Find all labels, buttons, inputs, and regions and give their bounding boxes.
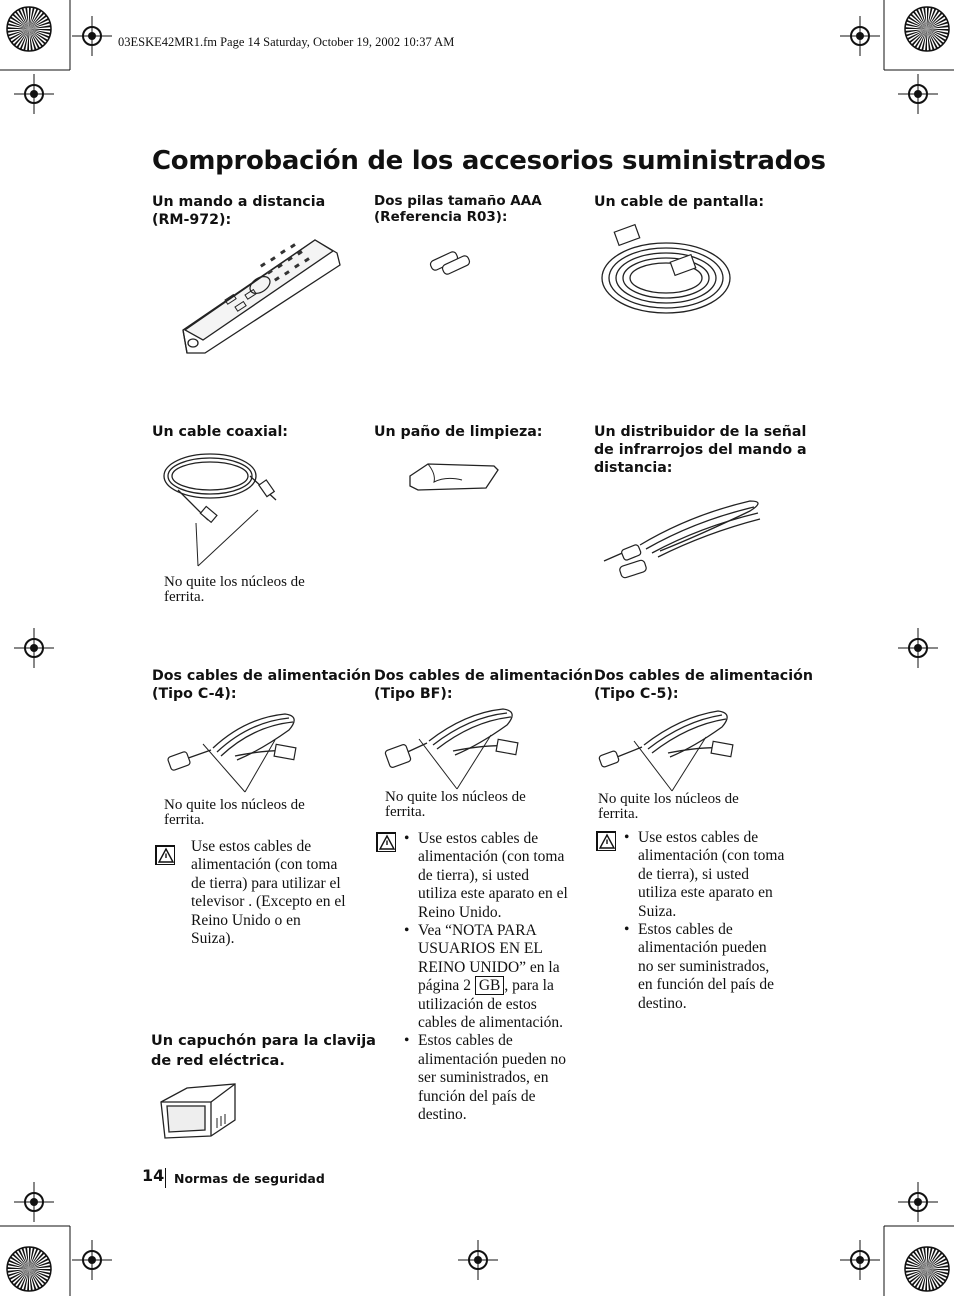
item-label-coax-cable: Un cable coaxial: [152,424,288,440]
registration-target-icon [14,628,54,668]
list-item: • Estos cables de alimentación pueden no ser suministrados, en función del país de destino. [404,1032,567,1124]
registration-target-icon [72,1240,112,1280]
registration-target-icon [840,16,880,56]
gb-badge: GB [475,976,505,995]
footer-divider [165,1168,166,1188]
item-label-power-c4: Dos cables de alimentación (Tipo C-4): [152,668,371,702]
warning-list-bf [404,830,584,1125]
item-label-batteries: Dos pilas tamaño AAA (Referencia R03): [374,193,542,225]
registration-target-icon [458,1240,498,1280]
page-number: 14 [142,1166,165,1185]
registration-target-icon [898,1182,938,1222]
power-cable-c5-illustration [598,707,743,797]
item-label-plug-cap: Un capuchón para la clavija de red eléctrica. [151,1033,376,1069]
caution-triangle-icon [596,831,616,851]
warning-list-c5 [624,829,809,1013]
caution-triangle-icon [155,845,175,865]
registration-target-icon [898,628,938,668]
display-cable-illustration [598,220,738,340]
list-item: • Use estos cables de alimentación (con toma de tierra), si usted utiliza este aparato en Suiza. [624,829,785,920]
ferrite-note-c4: No quite los núcleos de ferrita. [164,797,305,828]
starburst-mark-icon [903,5,951,53]
starburst-mark-icon [5,5,53,53]
item-label-power-c5: Dos cables de alimentación (Tipo C-5): [594,668,813,702]
file-header-line: 03ESKE42MR1.fm Page 14 Saturday, October 19, 2002 10:37 AM [118,35,455,49]
item-label-remote: Un mando a distancia (RM-972): [152,194,326,228]
caution-triangle-icon [376,832,396,852]
power-cable-bf-illustration [385,705,530,795]
item-label-power-bf: Dos cables de alimentación (Tipo BF): [374,668,593,702]
ferrite-note-coax: No quite los núcleos de ferrita. [164,574,305,605]
list-item: • Use estos cables de alimentación (con toma de tierra), si usted utiliza este aparato en el Reino Unido. [404,830,568,921]
registration-target-icon [898,74,938,114]
cleaning-cloth-illustration [406,460,506,500]
registration-target-icon [840,1240,880,1280]
ferrite-note-bf: No quite los núcleos de ferrita. [385,789,526,820]
item-label-ir-distributor: Un distribuidor de la señal de infrarrojos del mando a distancia: [594,424,807,476]
ir-distributor-illustration [600,495,765,580]
footer-section-title: Normas de seguridad [174,1171,325,1186]
power-cable-c4-illustration [165,708,305,798]
warning-text-c4: Use estos cables de alimentación (con toma de tierra) para utilizar el televisor . (Excepto en el Reino Unido o en Suiza). [191,838,346,948]
plug-cap-illustration [157,1080,247,1145]
starburst-mark-icon [5,1245,53,1293]
starburst-mark-icon [903,1245,951,1293]
remote-control-illustration [175,235,345,360]
registration-target-icon [72,16,112,56]
item-label-cloth: Un paño de limpieza: [374,424,543,440]
coax-cable-illustration [158,448,298,578]
list-item: • Estos cables de alimentación pueden no ser suministrados, en función del país de destino. [624,921,775,1012]
registration-target-icon [14,74,54,114]
page-title: Comprobación de los accesorios suministrados [152,146,826,176]
list-item: • Vea “NOTA PARA USUARIOS EN EL REINO UNIDO” en la página 2 GB , para la utilización de estos cables de alimentación. [404,922,564,1032]
ferrite-note-c5: No quite los núcleos de ferrita. [598,791,739,822]
batteries-illustration [428,248,478,278]
registration-target-icon [14,1182,54,1222]
item-label-display-cable: Un cable de pantalla: [594,194,765,210]
